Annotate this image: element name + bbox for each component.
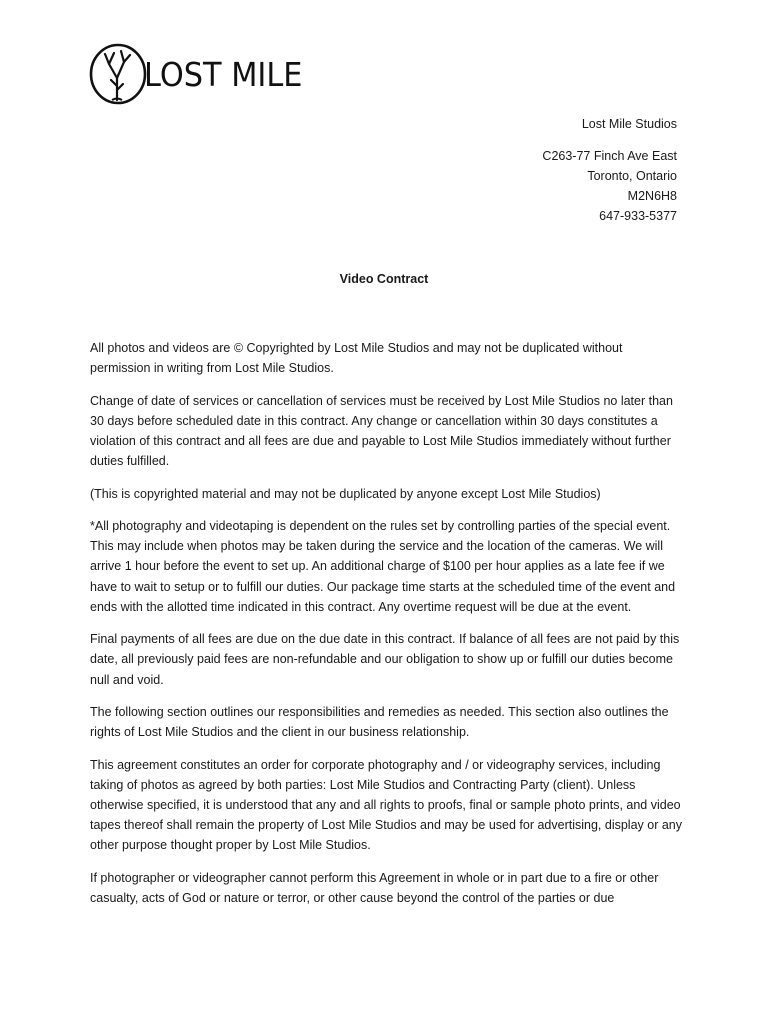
paragraph-final-payments: Final payments of all fees are due on the due date in this contract. If balance of all fees are not paid by this date, all previously paid fees are non-refundable and our obligation to show up or fulfill our duties become null and void. [90,632,680,687]
paragraph-copyright-notice: (This is copyrighted material and may not be duplicated by anyone except Lost Mile Studios) [90,486,601,501]
logo-wordmark: LOST MILE [144,54,303,94]
company-address [542,146,677,226]
paragraph-copyright: All photos and videos are © Copyrighted by Lost Mile Studios and may not be duplicated without permission in writing from Lost Mile Studios. [90,341,623,376]
address-line: C263-77 Finch Ave East [542,149,677,163]
paragraph-agreement: This agreement constitutes an order for corporate photography and / or videography services, including taking of photos as agreed by both parties: Lost Mile Studios and Contracting Party (client). Unless otherwise specified, it is understood that any and all rights to proofs, final or sample photo prints, and video tapes thereof shall remain the property of Lost Mile Studios and may be used for advertising, display or any other purpose thought proper by Lost Mile Studios. [90,757,682,853]
contract-body [90,338,682,920]
company-name: Lost Mile Studios [581,117,677,131]
address-postal-code: M2N6H8 [627,189,677,203]
paragraph-event-rules: *All photography and videotaping is dependent on the rules set by controlling parties of the special event. This may include when photos may be taken during the service and the location of the cameras. We will arrive 1 hour before the event to set up. An additional charge of $100 per hour applies as a late fee if we have to wait to setup or to fulfill our duties. Our package time starts at the scheduled time of the event and ends with the allotted time indicated in this contract. Any overtime request will be due at the event. [90,518,676,614]
document-title: Video Contract [339,272,429,286]
paragraph-responsibilities: The following section outlines our responsibilities and remedies as needed. This section also outlines the rights of Lost Mile Studios and the client in our business relationship. [90,704,669,740]
address-city: Toronto, Ontario [587,169,677,183]
paragraph-force-majeure: If photographer or videographer cannot perform this Agreement in whole or in part due to a fire or other casualty, acts of God or nature or terror, or other cause beyond the control of the parties or due [90,870,659,905]
paragraph-cancellation: Change of date of services or cancellation of services must be received by Lost Mile Studios no later than 30 days before scheduled date in this contract. Any change or cancellation within 30 days constitutes a violation of this contract and all fees are due and payable to Lost Mile Studios immediately without further duties fulfilled. [90,393,673,469]
address-phone: 647-933-5377 [599,209,677,223]
company-logo [88,42,320,106]
tree-circle-icon [88,42,152,106]
